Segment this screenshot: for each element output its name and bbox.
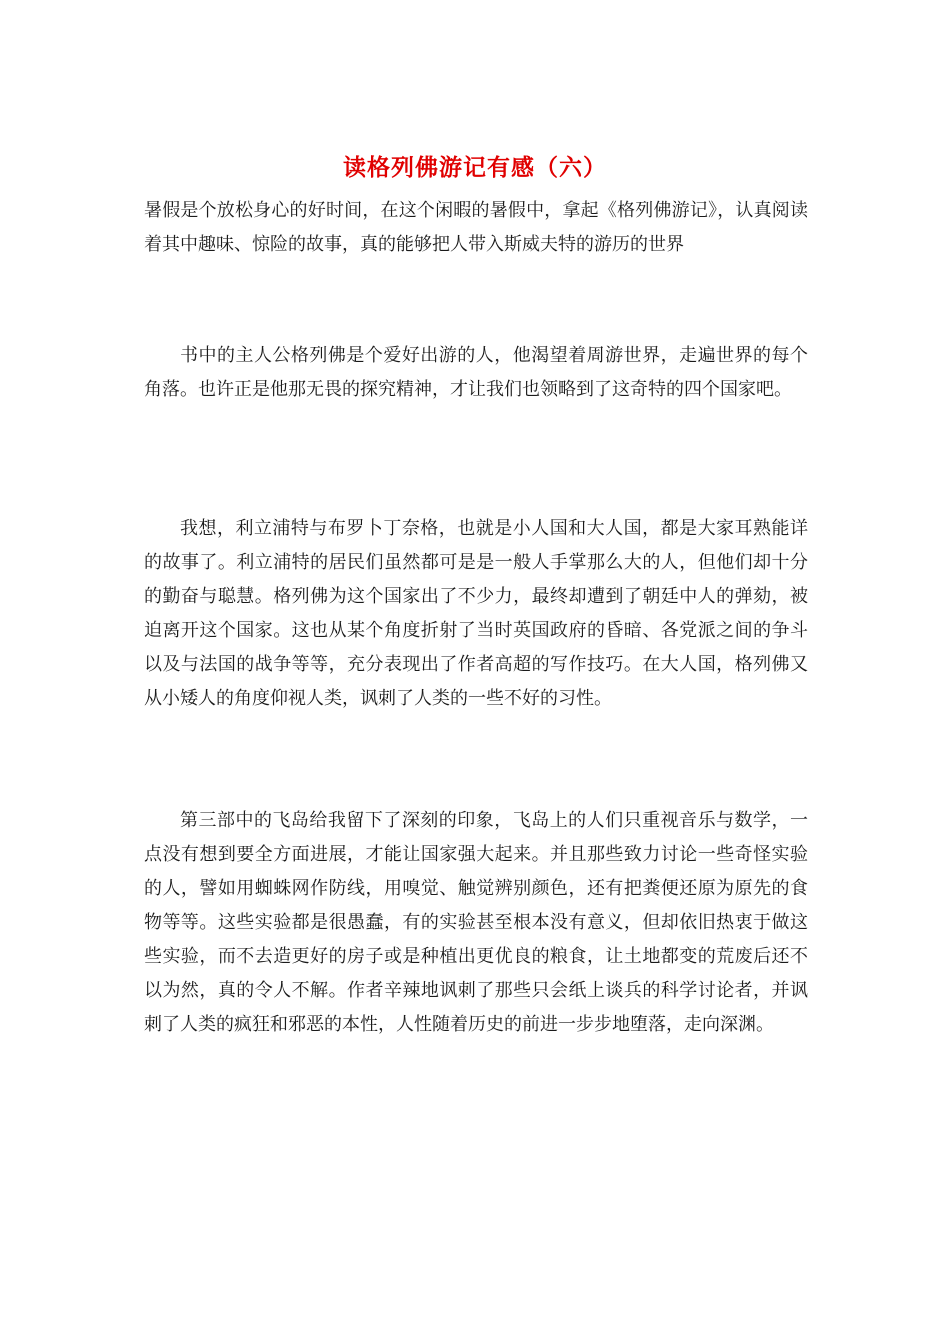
document-title: 读格列佛游记有感（六）	[343, 154, 607, 181]
paragraph-protagonist: 书中的主人公格列佛是个爱好出游的人，他渴望着周游世界，走遍世界的每个角落。也许正是他那无畏的探究精神，才让我们也领略到了这奇特的四个国家吧。	[144, 345, 808, 400]
paragraph-intro: 暑假是个放松身心的好时间，在这个闲暇的暑假中，拿起《格列佛游记》，认真阅读着其中趣味、惊险的故事，真的能够把人带入斯威夫特的游历的世界	[144, 200, 808, 255]
paragraph-lilliput-brobdingnag: 我想，利立浦特与布罗卜丁奈格，也就是小人国和大人国，都是大家耳熟能详的故事了。利立浦特的居民们虽然都可是是一般人手掌那么大的人，但他们却十分的勤奋与聪慧。格列佛为这个国家出了不少力，最终却遭到了朝廷中人的弹劾，被迫离开这个国家。这也从某个角度折射了当时英国政府的昏暗、各党派之间的争斗以及与法国的战争等等，充分表现出了作者高超的写作技巧。在大人国，格列佛又从小矮人的角度仰视人类，讽刺了人类的一些不好的习性。	[144, 518, 808, 709]
paragraph-flying-island: 第三部中的飞岛给我留下了深刻的印象，飞岛上的人们只重视音乐与数学，一点没有想到要全方面进展，才能让国家强大起来。并且那些致力讨论一些奇怪实验的人，譬如用蜘蛛网作防线，用嗅觉、触觉辨别颜色，还有把粪便还原为原先的食物等等。这些实验都是很愚蠢，有的实验甚至根本没有意义，但却依旧热衷于做这些实验，而不去造更好的房子或是种植出更优良的粮食，让土地都变的荒废后还不以为然，真的令人不解。作者辛辣地讽刺了那些只会纸上谈兵的科学讨论者，并讽刺了人类的疯狂和邪恶的本性，人性随着历史的前进一步步地堕落，走向深渊。	[144, 810, 808, 1035]
